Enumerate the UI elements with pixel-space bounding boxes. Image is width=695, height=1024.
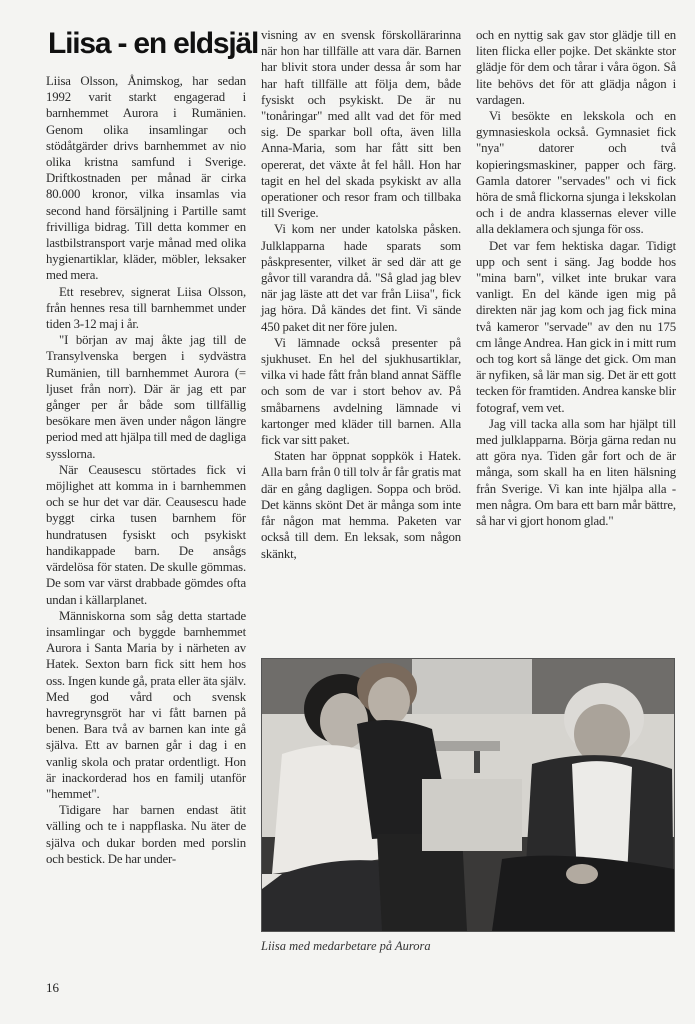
- paragraph: Vi lämnade också presenter på sjukhuset. En hel del sjukhusartiklar, vilka vi hade fått från bland annat Säffle och som de var i stort behov av. På småbarnens avdelning lämnade vi kartonger med kläder till barnen. Alla fick var sitt paket.: [261, 335, 461, 448]
- paragraph: Människorna som såg detta startade insamlingar och byggde barnhemmet Aurora i Santa Maria by i närheten av Hatek. Sexton barn fick sitt hem hos oss. Ingen kunde gå, prata eller äta själv. Med god vård och svensk havregrynsgröt har vi fått barnen på benen. Bara två av barnen kan inte gå själva. Ett av barnen går i dag i en vanlig skola och pratar ordentligt. Hon är inackorderad hos en familj utanför "hemmet".: [46, 608, 246, 801]
- column-3: [476, 27, 676, 529]
- photo-illustration: [262, 659, 674, 931]
- paragraph: Jag vill tacka alla som har hjälpt till med julklapparna. Börja gärna redan nu att göra nya. Tiden går fort och de är många, som skall ha en liten hälsning från Sverige. Vi kan inte hjälpa alla - men några. Om bara ett barn mår bättre, så har vi gjort honom glad.": [476, 416, 676, 529]
- paragraph: Vi kom ner under katolska påsken. Julklapparna hade sparats som påskpresenter, vilket är sed där att ge gåvor till varandra då. "Så glad jag blev när jag läste att det var från Liisa", fick jag höra. Då kändes det fint. Vi sände 450 paket dit ner före julen.: [261, 222, 461, 334]
- paragraph: Liisa Olsson, Ånimskog, har sedan 1992 varit starkt engagerad i barnhemmet Aurora i Rumänien. Genom olika insamlingar och stödåtgärder drivs barnhemmet av nio olika kristna samfund i Sverige. Driftkostnaden per månad är cirka 80.000 kronor, vilka insamlas via second hand försäljning i Partille samt frivilliga bidrag. Till detta kommer en lastbilstransport varje månad med olika hygienartiklar, kläder, möbler, leksaker med mera.: [46, 74, 246, 283]
- paragraph: och en nyttig sak gav stor glädje till en liten flicka eller pojke. Det skänkte stor glädje för dem och tårar i våra ögon. Så lite behövs det för att glädja någon i vardagen.: [476, 28, 676, 107]
- paragraph: Det var fem hektiska dagar. Tidigt upp och sent i säng. Jag bodde hos "mina barn", vilket inte brukar vara vanligt. En del kände igen mig på direkten när jag kom och jag fick mina två kameror "servade" av den nu 175 cm långe Andrea. Han gick in i mitt rum och tog kort så länge det gick. Om man är nyfiken, så lär man sig. Det är ett gott tecken för framtiden. Andrea kanske blir fotograf, vem vet.: [476, 238, 677, 415]
- paragraph: Staten har öppnat soppkök i Hatek. Alla barn från 0 till tolv år får gratis mat där en gång dagligen. Soppa och bröd. Det känns skönt Det är många som inte får någon mat hemma. Paketen var också till dem. En leksak, som någon skänkt,: [261, 449, 461, 561]
- article-photo: [261, 658, 675, 932]
- paragraph: När Ceausescu störtades fick vi möjlighet att komma in i barnhemmen och se hur det var där. Ceausescu hade byggt cirka tusen barnhem för hundratusen fysiskt och psykiskt handikappade barn. De ansågs värdelösa för staten. De skulle gömmas. De som var värst drabbade gömdes ofta undan i källarplanet.: [46, 462, 246, 607]
- paragraph: Tidigare har barnen endast ätit välling och te i nappflaska. Nu äter de själva och dukar borden med porslin och bestick. De har under-: [46, 803, 246, 866]
- article-title: Liisa - en eldsjäl: [48, 27, 259, 60]
- paragraph: "I början av maj åkte jag till de Transylvenska bergen i sydvästra Rumänien, till barnhemmet Aurora (= ljuset från norr). Där är jag ett par gånger per år både som tillfällig besökare men även under någon längre period med att hjälpa till med de dagliga sysslorna.: [46, 333, 246, 461]
- paragraph: Vi besökte en lekskola och en gymnasieskola också. Gymnasiet fick "nya" datorer och två kopieringsmaskiner, papper och färg. Gamla datorer "servades" och vi fick höra de små flickorna sjunga i lekskolan och i de andra klassernas elever ville alla deklamera och sjunga för oss.: [476, 109, 676, 237]
- column-2: [261, 27, 461, 562]
- paragraph: visning av en svensk förskollärarinna när hon har tillfälle att vara där. Barnen har blivit stora under dessa år som har har haft tillfälle att följa dem, både fysiskt och psykiskt. De är nu "tonåringar" med allt vad det för med sig. De sparkar boll ofta, även lilla Anna-Maria, som har fått sitt ben opererat, det växte åt fel håll. Hon har tagit en hel del skada psykiskt av alla operationer och resor fram och tillbaka till Sverige.: [261, 28, 461, 221]
- page-number: 16: [46, 980, 59, 995]
- column-1: [46, 73, 246, 867]
- photo-caption: Liisa med medarbetare på Aurora: [261, 939, 431, 953]
- paragraph: Ett resebrev, signerat Liisa Olsson, från hennes resa till barnhemmet under tiden 3-12 maj i år.: [46, 284, 246, 332]
